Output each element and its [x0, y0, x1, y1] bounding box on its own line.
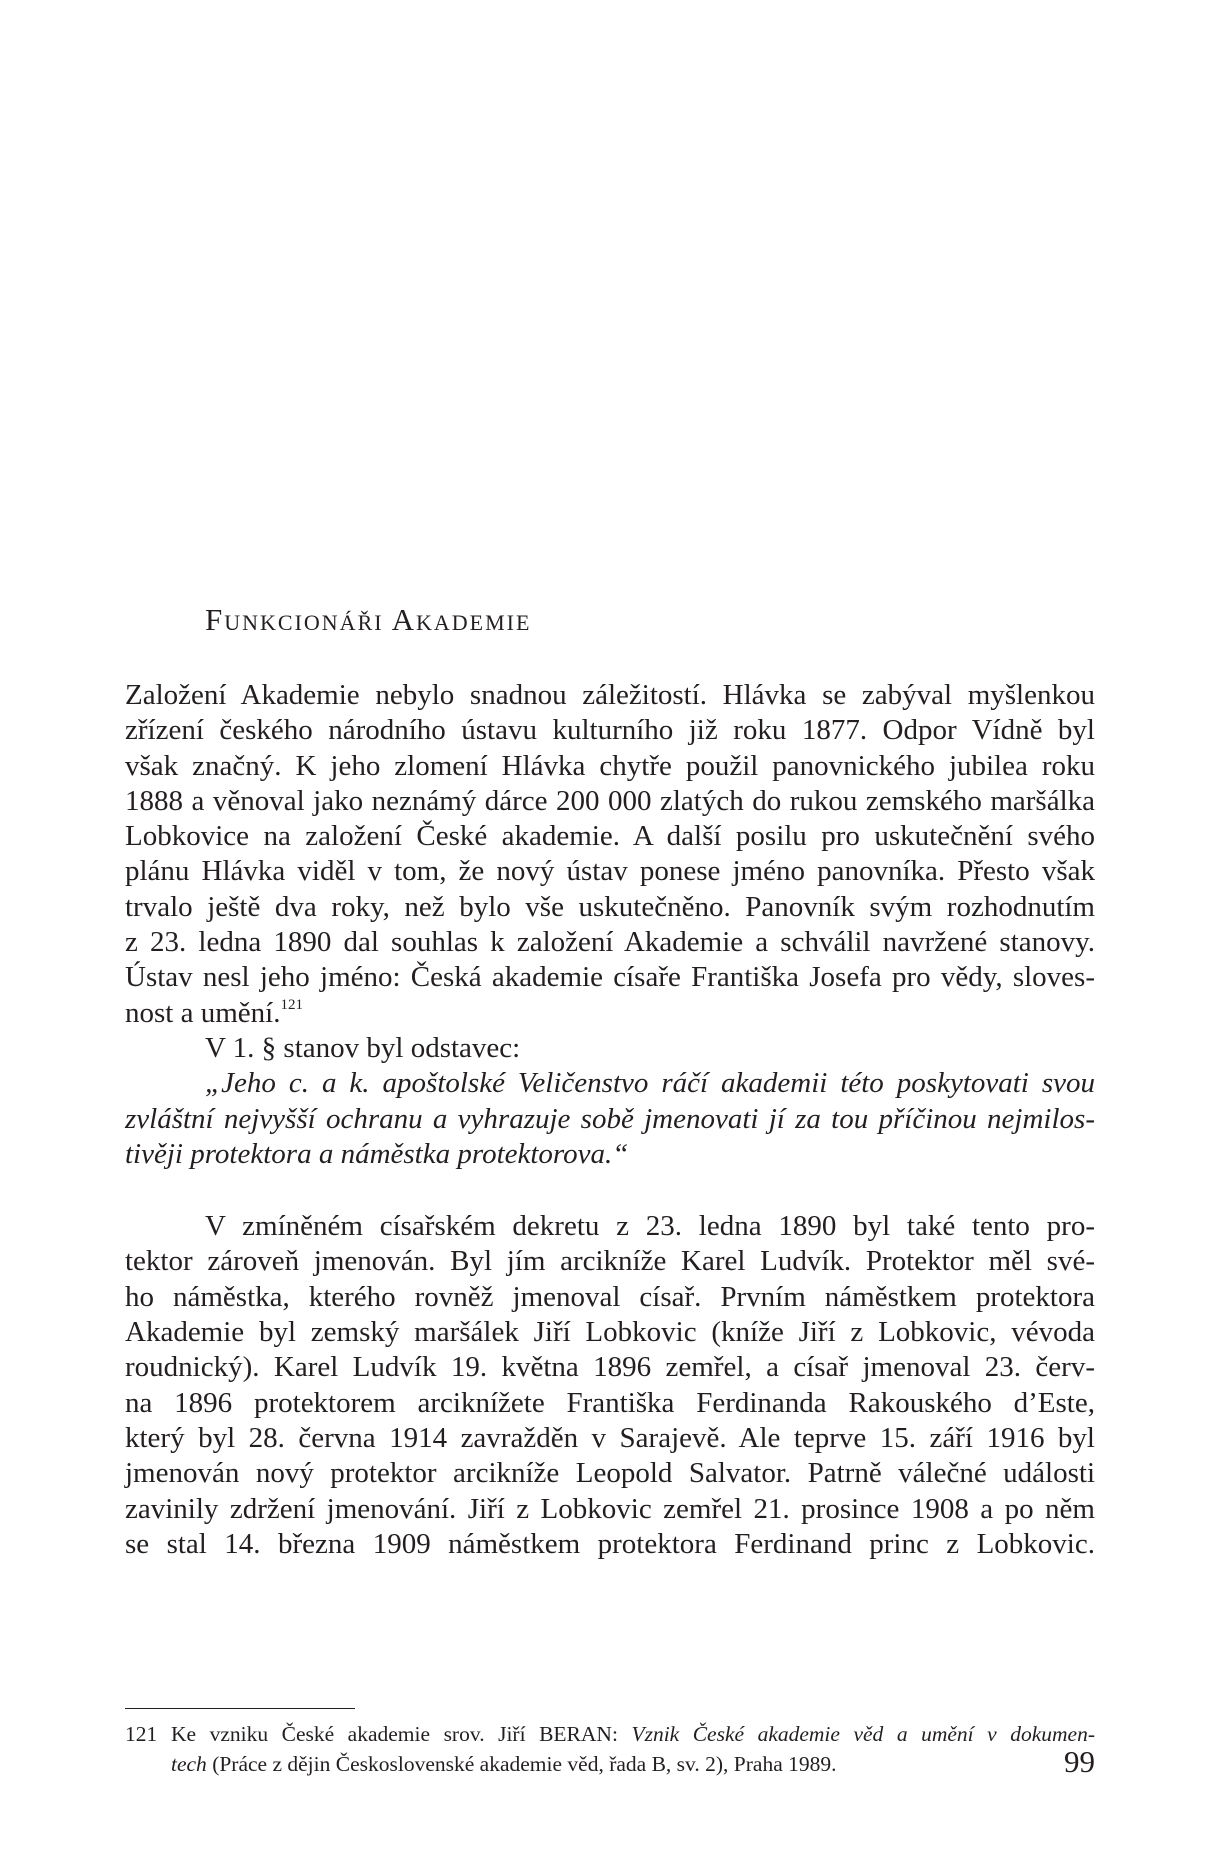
text-line: Ústav nesl jeho jméno: Česká akademie císaře Františka Josefa pro vědy, sloves- [125, 961, 1095, 994]
footnote-text: Ke vzniku České akademie srov. Jiří BERAN: [171, 1722, 632, 1746]
text-line: který byl 28. června 1914 zavražděn v Sarajevě. Ale teprve 15. září 1916 byl [125, 1421, 1095, 1454]
text-line: na 1896 protektorem arciknížete Františka Ferdinanda Rakouského d’Este, [125, 1386, 1095, 1419]
page-number: 99 [1064, 1744, 1095, 1779]
footnote-text: (Práce z dějin Československé akademie věd, řada B, sv. 2), Praha 1989. [206, 1752, 837, 1776]
text-line: se stal 14. března 1909 náměstkem protektora Ferdinand princ z Lobkovic. [125, 1527, 1095, 1560]
quote-line: „Jeho c. a k. apoštolské Veličenstvo ráčí akademii této poskytovati svou [205, 1067, 1095, 1100]
text-line: zavinily zdržení jmenování. Jiří z Lobkovic zemřel 21. prosince 1908 a po něm [125, 1492, 1095, 1525]
paragraph-gap [125, 1172, 1095, 1209]
text-line: roudnický). Karel Ludvík 19. května 1896 zemřel, a císař jmenoval 23. červ- [125, 1351, 1095, 1384]
quote-line: zvláštní nejvyšší ochranu a vyhrazuje sobě jmenovati jí za tou příčinou nejmilos- [125, 1102, 1095, 1135]
text-line: z 23. ledna 1890 dal souhlas k založení Akademie a schválil navržené stanovy. [125, 926, 1095, 959]
text-line: tektor zároveň jmenován. Byl jím arcikníže Karel Ludvík. Protektor měl své- [125, 1245, 1095, 1278]
footnote [125, 1708, 1095, 1779]
text-line: 1888 a věnoval jako neznámý dárce 200 000 zlatých do rukou zemského maršálka [125, 784, 1095, 817]
quote-line: tivěji protektora a náměstka protektorova.“ [125, 1137, 629, 1170]
text-line: trvalo ještě dva roky, než bylo vše uskutečněno. Panovník svým rozhodnutím [125, 890, 1095, 923]
text-fragment: nost a umění. [125, 996, 281, 1029]
text-line: zřízení českého národního ústavu kulturního již roku 1877. Odpor Vídně byl [125, 714, 1095, 747]
footnote-line [125, 1749, 1095, 1779]
footnote-number: 121 [125, 1722, 158, 1746]
text-line: ho náměstka, kterého rovněž jmenoval císař. Prvním náměstkem protektora [125, 1280, 1095, 1313]
footnote-divider [125, 1708, 355, 1709]
text-line: Akademie byl zemský maršálek Jiří Lobkovic (kníže Jiří z Lobkovic, vévoda [125, 1316, 1095, 1349]
text-line [125, 996, 1095, 1031]
text-line: Založení Akademie nebylo snadnou záležitostí. Hlávka se zabýval myšlenkou [125, 679, 1095, 711]
section-heading: Funkcionáři Akademie [205, 602, 532, 637]
text-line: však značný. K jeho zlomení Hlávka chytře použil panovnického jubilea roku [125, 749, 1095, 782]
statute-intro: V 1. § stanov byl odstavec: [205, 1031, 521, 1064]
body-text [125, 678, 1095, 1562]
text-line: plánu Hlávka viděl v tom, že nový ústav ponese jméno panovníka. Přesto však [125, 855, 1095, 888]
text-line: Lobkovice na založení České akademie. A další posilu pro uskutečnění svého [125, 820, 1095, 853]
footnote-title: tech [171, 1752, 207, 1776]
text-line: V zmíněném císařském dekretu z 23. ledna 1890 byl také tento pro- [205, 1210, 1095, 1243]
text-line: jmenován nový protektor arcikníže Leopold Salvator. Patrně válečné události [125, 1457, 1095, 1490]
footnote-line [125, 1719, 1095, 1749]
footnote-title: Vznik České akademie věd a umění v dokumen- [631, 1722, 1095, 1746]
footnote-reference[interactable]: 121 [280, 996, 303, 1013]
